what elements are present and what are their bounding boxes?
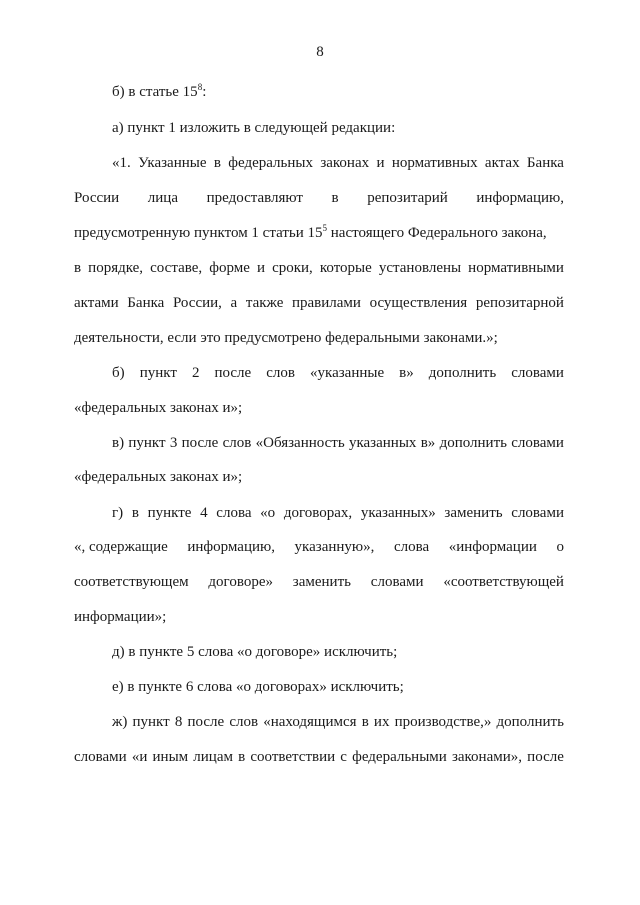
word: «1.	[112, 155, 131, 171]
word: России,	[172, 295, 222, 311]
quote-line-5	[74, 293, 564, 313]
word: сроки,	[272, 260, 313, 276]
word: после	[527, 749, 564, 765]
word: Банка	[526, 155, 564, 171]
word: 8	[174, 714, 183, 730]
paragraph-item-g-line-3	[74, 572, 564, 592]
word: законами»,	[451, 749, 523, 765]
word: «Обязанность	[255, 435, 345, 451]
word: дополнить	[496, 714, 564, 730]
word: правилами	[291, 295, 361, 311]
word: которые	[319, 260, 372, 276]
word: словами	[511, 505, 564, 521]
word: после	[187, 714, 225, 730]
word: их	[373, 714, 390, 730]
word: соответствии	[250, 749, 336, 765]
word: России	[74, 190, 120, 206]
quote-line-2	[74, 188, 564, 208]
word: указанных»	[360, 505, 436, 521]
word: нормативных	[391, 155, 478, 171]
article-colon: :	[202, 84, 207, 100]
paragraph-item-g-line-2	[74, 537, 564, 557]
word: договоре»	[208, 574, 273, 590]
word: лицам	[193, 749, 233, 765]
paragraph-item-g-line-1	[112, 503, 564, 523]
word: информацию,	[187, 539, 275, 555]
quote-line-6: деятельности, если это предусмотрено федеральными законами.»;	[74, 330, 498, 346]
paragraph-item-v-line-2: «федеральных законах и»;	[74, 469, 243, 485]
word: «и	[131, 749, 148, 765]
paragraph-article-heading	[112, 82, 564, 102]
word: и	[376, 155, 385, 171]
word: словами	[511, 435, 564, 451]
word: репозитарной	[475, 295, 564, 311]
paragraph-item-b-line-2: «федеральных законах и»;	[74, 400, 243, 416]
word: также	[245, 295, 284, 311]
word: актах	[484, 155, 520, 171]
quote-line-4	[74, 258, 564, 278]
word: заменить	[292, 574, 351, 590]
word: слов	[222, 435, 252, 451]
word: слова	[393, 539, 430, 555]
word: дополнить	[428, 365, 497, 381]
word: в)	[112, 435, 125, 451]
word: «соответствующей	[443, 574, 564, 590]
quote-line-3	[74, 223, 564, 243]
quote-superscript: 5	[322, 223, 328, 233]
quote-line-3-text: предусмотренную пунктом 1 статьи $15^5$ настоящего Федерального закона,	[74, 223, 547, 241]
paragraph-item-g-line-4: информации»;	[74, 609, 167, 625]
word: ж)	[112, 714, 128, 730]
word: в	[361, 714, 369, 730]
word: иным	[152, 749, 189, 765]
word: соответствующем	[74, 574, 189, 590]
quote-line-1	[112, 153, 564, 173]
word: репозитарий	[367, 190, 448, 206]
word: в»	[420, 435, 436, 451]
word: в	[74, 260, 82, 276]
paragraph-item-b-line-1	[112, 363, 564, 383]
article-superscript: 8	[197, 82, 203, 92]
word: в	[331, 190, 339, 206]
word: «находящимся	[263, 714, 357, 730]
word: б)	[112, 365, 125, 381]
word: словами	[74, 749, 127, 765]
word: слов	[266, 365, 295, 381]
word: слов	[229, 714, 259, 730]
word: словами	[370, 574, 424, 590]
paragraph-item-e: е) в пункте 6 слова «о договорах» исключить;	[112, 679, 404, 695]
word: и	[256, 260, 265, 276]
word: актами	[74, 295, 119, 311]
word: пункте	[147, 505, 192, 521]
word: пункт	[132, 714, 170, 730]
paragraph-item-zh-line-2	[74, 747, 564, 767]
word: установлены	[378, 260, 462, 276]
word: указанных	[348, 435, 417, 451]
word: о	[556, 539, 564, 555]
paragraph-item-a: а) пункт 1 изложить в следующей редакции:	[112, 120, 396, 136]
word: 3	[169, 435, 178, 451]
word: в»	[399, 365, 414, 381]
word: форме	[209, 260, 250, 276]
word: слова	[216, 505, 252, 521]
word: производстве,»	[394, 714, 492, 730]
word: 4	[200, 505, 208, 521]
word: в	[238, 749, 246, 765]
paragraph-item-zh-line-1	[112, 712, 564, 732]
word: «, содержащие	[74, 539, 168, 555]
word: федеральными	[352, 749, 447, 765]
word: в	[213, 155, 221, 171]
word: осуществления	[369, 295, 468, 311]
word: федеральных	[228, 155, 313, 171]
word: лица	[147, 190, 178, 206]
word: г)	[112, 505, 124, 521]
word: предоставляют	[206, 190, 303, 206]
word: «информации	[448, 539, 537, 555]
word: составе,	[150, 260, 203, 276]
word: а	[230, 295, 238, 311]
word: 2	[191, 365, 200, 381]
word: дополнить	[439, 435, 507, 451]
word: законах	[320, 155, 370, 171]
article-text: б) в статье 15	[112, 84, 198, 100]
word: заменить	[444, 505, 503, 521]
word: порядке,	[88, 260, 144, 276]
word: «указанные	[310, 365, 385, 381]
word: пункт	[128, 435, 166, 451]
word: «о	[260, 505, 276, 521]
word: пункт	[139, 365, 177, 381]
word: Указанные	[138, 155, 207, 171]
word: Банка	[127, 295, 165, 311]
paragraph-item-d: д) в пункте 5 слова «о договоре» исключить;	[112, 644, 398, 660]
word: в	[131, 505, 139, 521]
word: указанную»,	[294, 539, 375, 555]
word: договорах,	[283, 505, 353, 521]
paragraph-item-v-line-1	[112, 433, 564, 453]
word: с	[340, 749, 347, 765]
word: словами	[511, 365, 564, 381]
page-number: 8	[316, 44, 324, 60]
word: нормативными	[468, 260, 564, 276]
word: информацию,	[476, 190, 564, 206]
word: после	[214, 365, 252, 381]
word: после	[181, 435, 219, 451]
